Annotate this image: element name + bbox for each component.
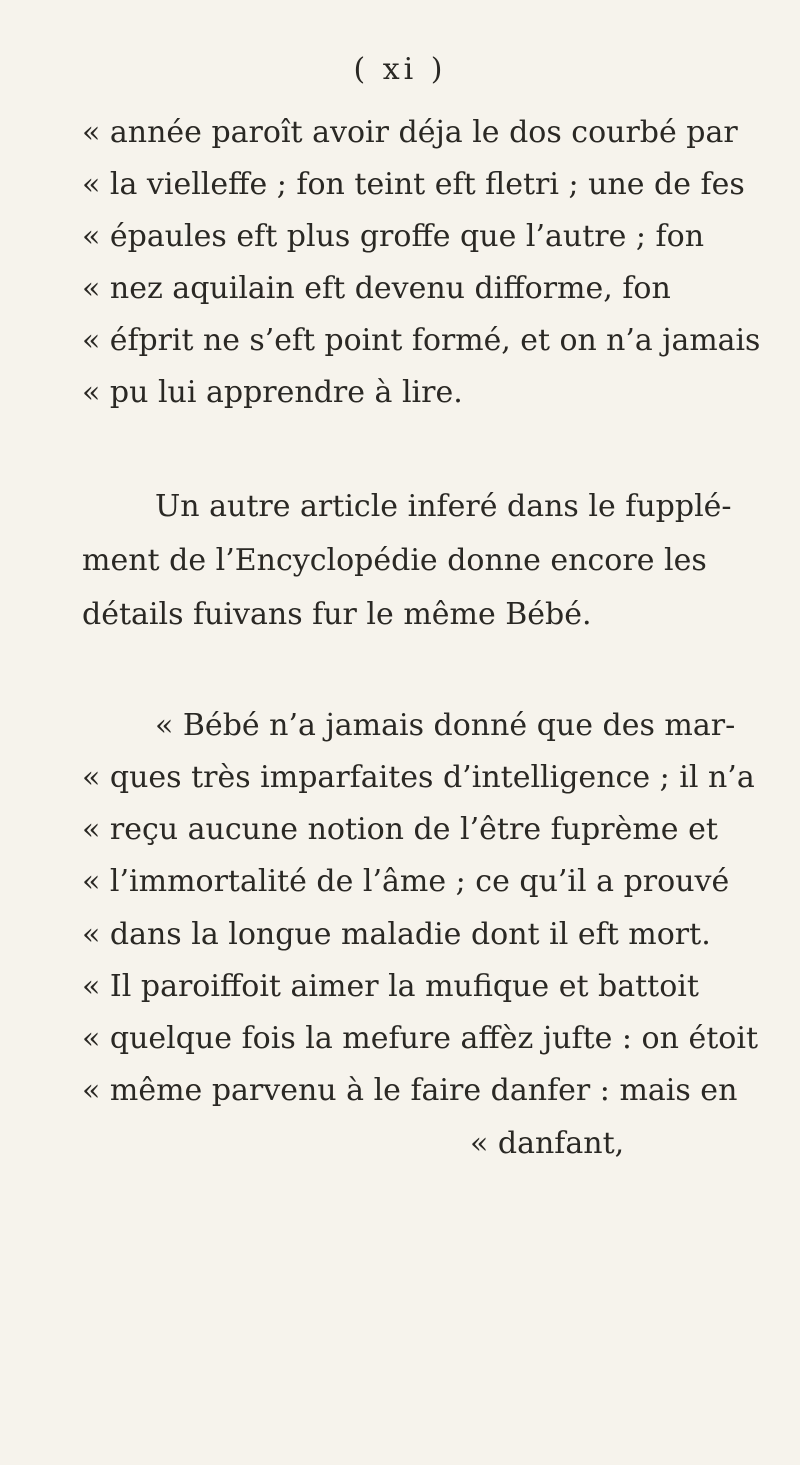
text-line: « éfprit ne s’eft point formé, et on n’a jamais <box>82 323 761 358</box>
text-line: « pu lui apprendre à lire. <box>82 375 463 410</box>
text-line: « l’immortalité de l’âme ; ce qu’il a prouvé <box>82 864 730 899</box>
text-line: « reçu aucune notion de l’être fuprème et <box>82 812 718 847</box>
text-line: « même parvenu à le faire danfer : mais en <box>82 1073 738 1108</box>
text-line: « quelque fois la mefure affèz jufte : on étoit <box>82 1021 758 1056</box>
text-line: « épaules eft plus groffe que l’autre ; fon <box>82 219 705 254</box>
text-line: ment de l’Encyclopédie donne encore les <box>82 543 707 578</box>
catchword: « danfant, <box>470 1126 625 1161</box>
text-line: « année paroît avoir déja le dos courbé par <box>82 115 738 150</box>
text-line: « Il paroiffoit aimer la mufique et battoit <box>82 969 699 1004</box>
quote-first-line: « Bébé n’a jamais donné que des mar- <box>155 708 736 743</box>
text-line: « ques très imparfaites d’intelligence ; il n’a <box>82 760 755 795</box>
page-number-header: ( xi ) <box>353 52 447 87</box>
paragraph-first-line: Un autre article inferé dans le fupplé- <box>155 489 732 524</box>
text-line: « la vielleffe ; fon teint eft fletri ; une de fes <box>82 167 745 202</box>
text-line: détails fuivans fur le même Bébé. <box>82 597 592 632</box>
text-line: « dans la longue maladie dont il eft mort. <box>82 917 711 952</box>
text-line: « nez aquilain eft devenu difforme, fon <box>82 271 671 306</box>
